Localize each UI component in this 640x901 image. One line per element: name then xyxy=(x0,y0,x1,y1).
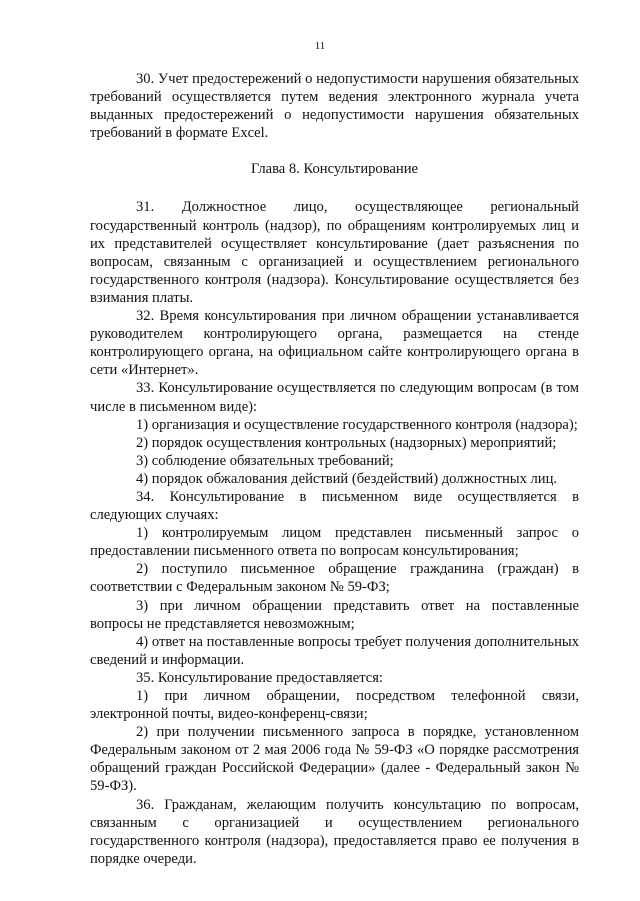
paragraph-33-item-1: 1) организация и осуществление государственного контроля (надзора); xyxy=(136,416,578,433)
paragraph-35-item-1: 1) при личном обращении, посредством телефонной связи, электронной почты, видео-конференц-связи; xyxy=(90,688,579,723)
paragraph-33-item-2: 2) порядок осуществления контрольных (надзорных) мероприятий; xyxy=(136,434,557,451)
chapter-title: Глава 8. Консультирование xyxy=(250,161,418,178)
paragraph-33-item-4: 4) порядок обжалования действий (бездействий) должностных лиц. xyxy=(136,470,558,487)
paragraph-33-item-3: 3) соблюдение обязательных требований; xyxy=(136,452,394,469)
page-number: 11 xyxy=(314,40,326,52)
document-body xyxy=(90,70,579,868)
paragraph-36: 36. Гражданам, желающим получить консультацию по вопросам, связанным с организацией и осуществлением регионального государственного контроля (надзора), предоставляется право ее получения в порядке очереди. xyxy=(90,796,579,867)
paragraph-35: 35. Консультирование предоставляется: xyxy=(136,669,383,686)
paragraph-34-item-3: 3) при личном обращении представить ответ на поставленные вопросы не представляется невозможным; xyxy=(90,597,579,632)
paragraph-33: 33. Консультирование осуществляется по следующим вопросам (в том числе в письменном виде): xyxy=(90,380,579,415)
paragraph-34-item-4: 4) ответ на поставленные вопросы требует получения дополнительных сведений и информации. xyxy=(90,633,579,668)
paragraph-30: 30. Учет предостережений о недопустимости нарушения обязательных требований осуществляется путем ведения электронного журнала учета выданных предостережений о недопустимости нарушения обязательных требований в формате Excel. xyxy=(90,71,579,142)
paragraph-34-item-2: 2) поступило письменное обращение гражданина (граждан) в соответствии с Федеральным законом № 59-ФЗ; xyxy=(90,561,579,596)
paragraph-35-item-2: 2) при получении письменного запроса в порядке, установленном Федеральным законом от 2 мая 2006 года № 59-ФЗ «О порядке рассмотрения обращений граждан Российской Федерации» (далее - Федеральный закон № 59-ФЗ). xyxy=(90,724,579,795)
paragraph-31: 31. Должностное лицо, осуществляющее региональный государственный контроль (надзор), по обращениям контролируемых лиц и их представителей осуществляет консультирование (дает разъяснения по вопросам, связанным с организацией и осуществлением регионального государственного контроля (надзора). Консультирование осуществляется без взимания платы. xyxy=(90,199,579,306)
paragraph-34: 34. Консультирование в письменном виде осуществляется в следующих случаях: xyxy=(90,488,579,524)
paragraph-32: 32. Время консультирования при личном обращении устанавливается руководителем контролирующего органа, размещается на стенде контролирующего органа, на официальном сайте контролирующего органа в сети «Интернет». xyxy=(90,308,579,379)
paragraph-34-item-1: 1) контролируемым лицом представлен письменный запрос о предоставлении письменного ответа по вопросам консультирования; xyxy=(90,525,579,560)
